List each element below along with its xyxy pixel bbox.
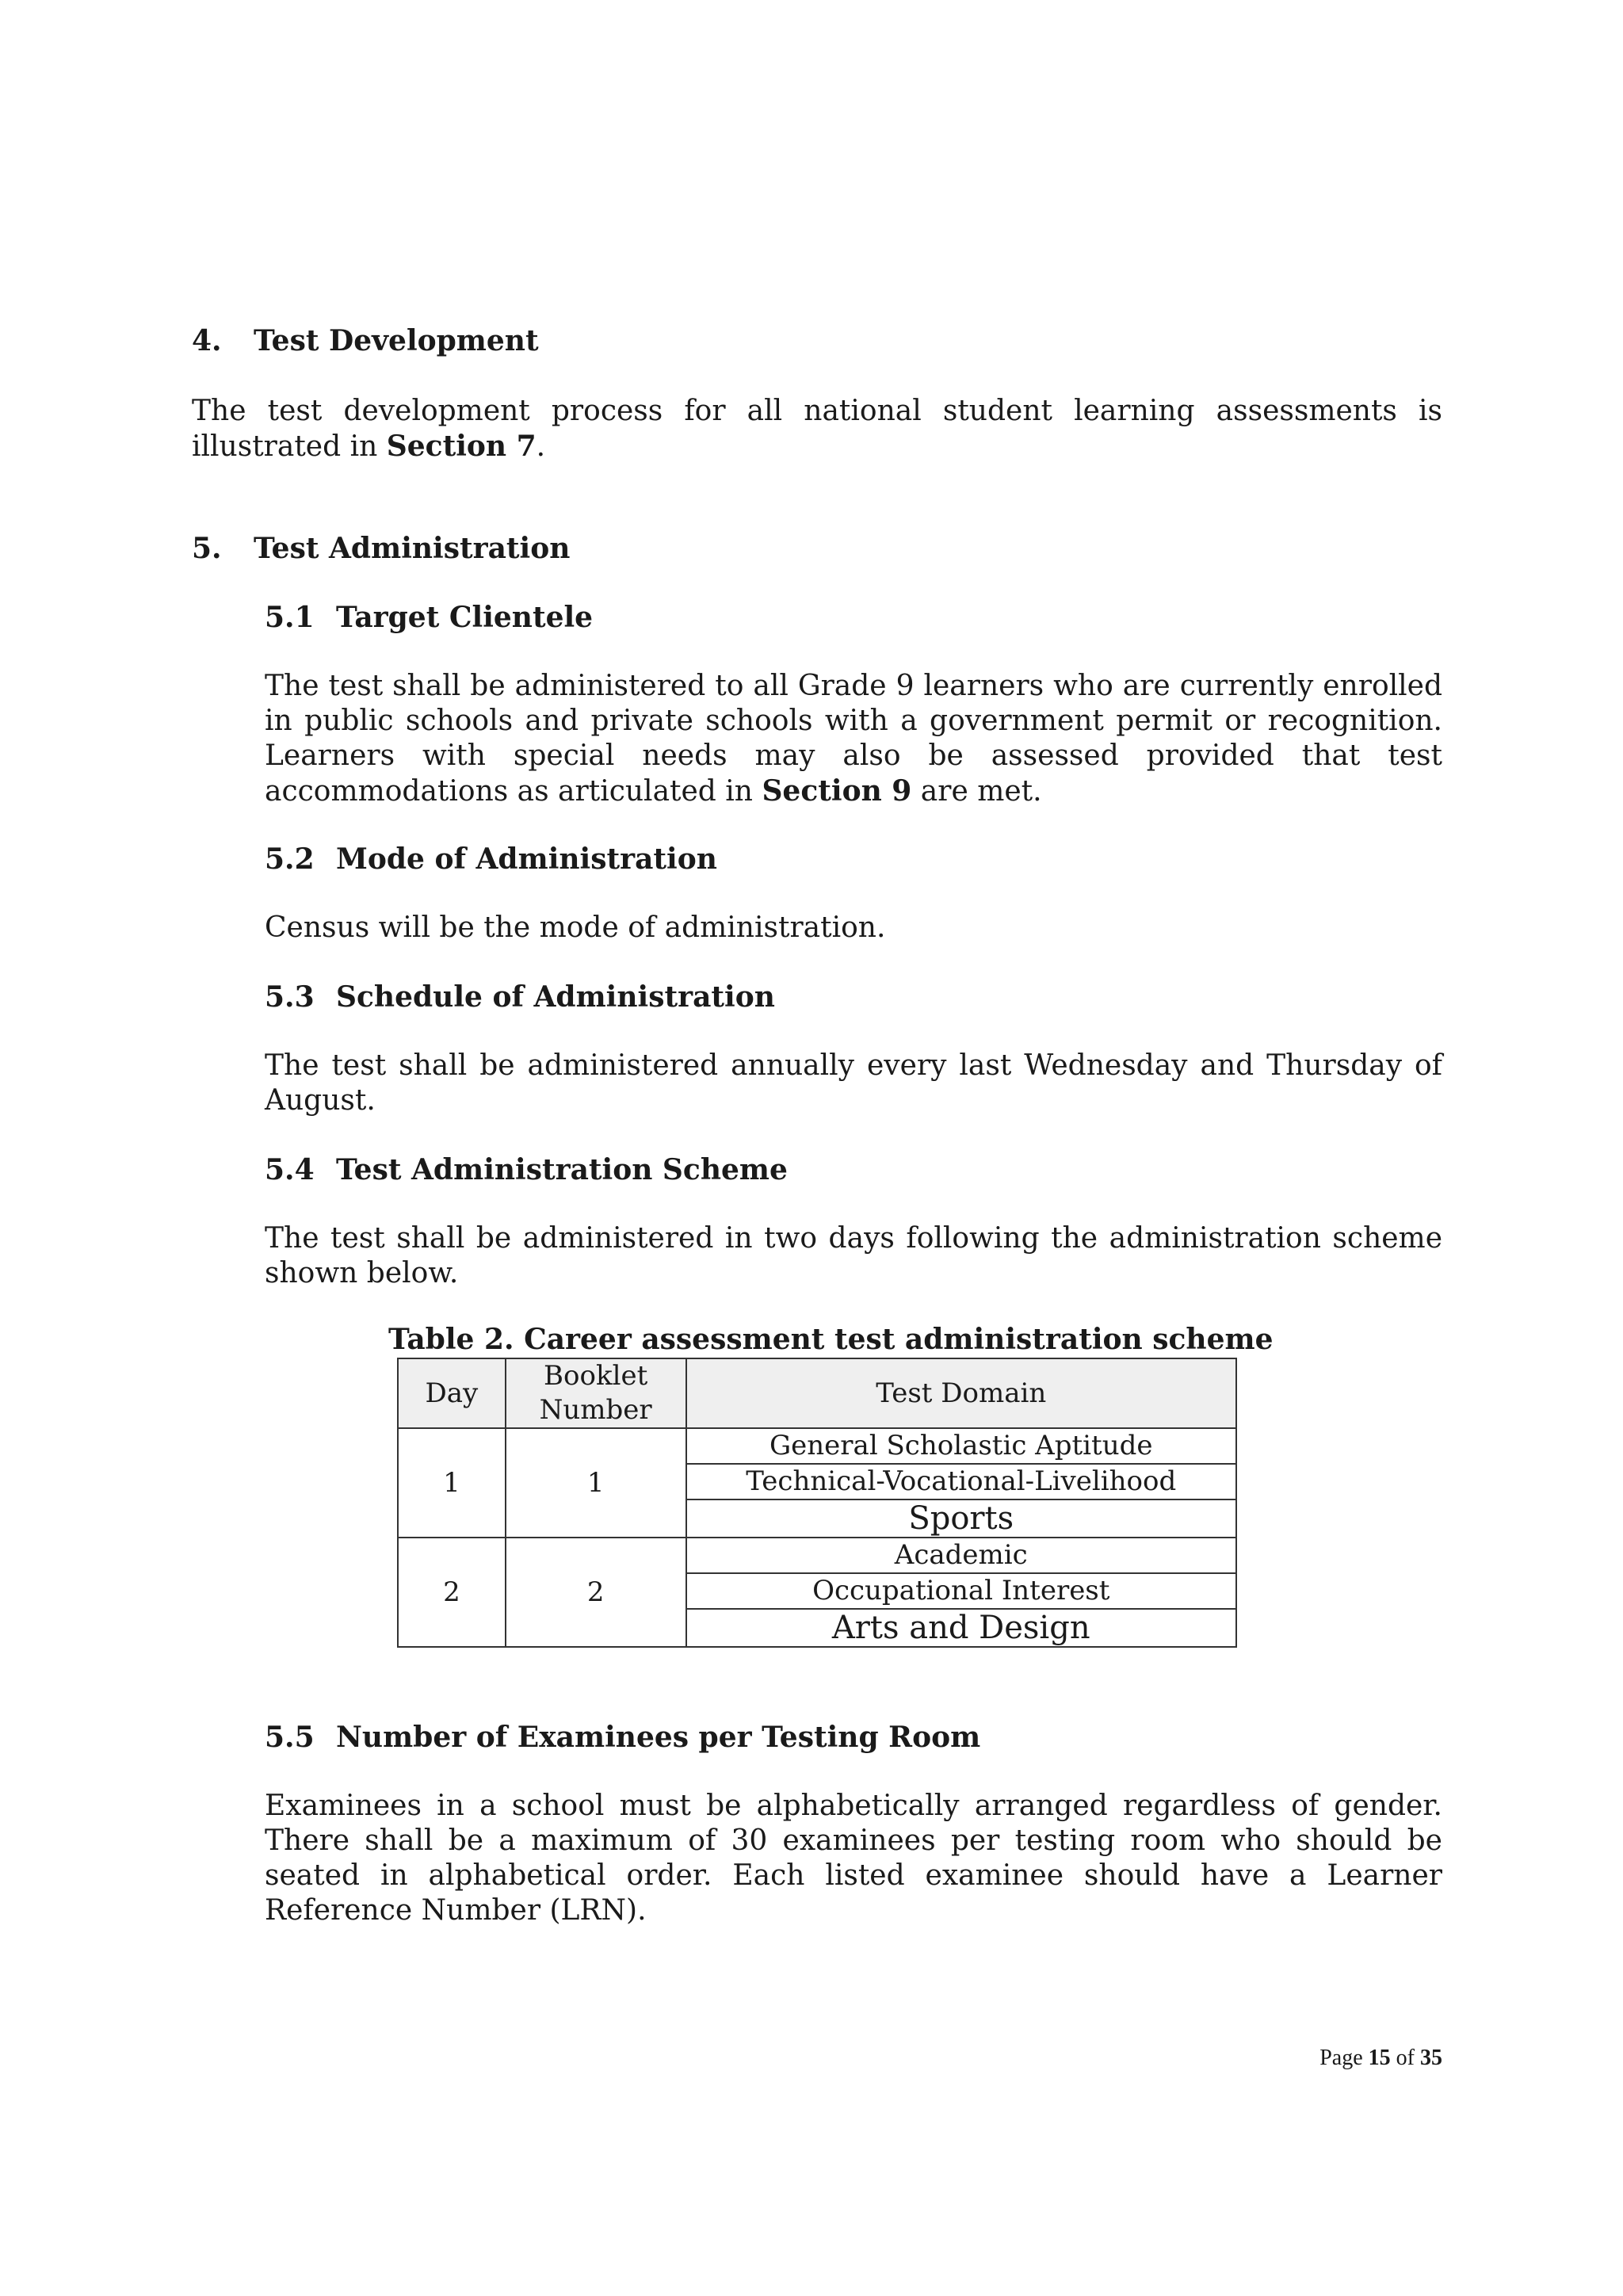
section-4-number: 4. (192, 324, 222, 357)
day-cell: 2 (398, 1538, 506, 1647)
section-4-reference: Section 7 (386, 430, 537, 463)
section-5-1-text-end: are met. (911, 775, 1042, 808)
section-5-1-paragraph (265, 669, 1442, 809)
footer-page-label: Page (1319, 2046, 1363, 2070)
section-5-2-paragraph: Census will be the mode of administration. (265, 911, 886, 944)
section-5-3-heading (265, 980, 1442, 1014)
section-5-5-title: Number of Examinees per Testing Room (336, 1721, 981, 1754)
section-5-1-number: 5.1 (265, 601, 315, 634)
section-4-title: Test Development (254, 324, 539, 357)
booklet-cell: 2 (506, 1538, 686, 1647)
header-day: Day (398, 1358, 506, 1428)
section-5-1-reference: Section 9 (762, 774, 912, 808)
table-row (398, 1538, 1236, 1573)
section-4-heading (192, 323, 1442, 358)
footer-page-total: 35 (1420, 2046, 1442, 2070)
section-5-1-text: The test shall be administered to all Grade 9 learners who are currently enrolled in public schools and private schools with a government permit or recognition. Learners with special needs may also be assessed provided that test accommodations as articulated in (265, 670, 1442, 808)
section-4-text-end: . (536, 430, 546, 463)
section-4-paragraph (192, 394, 1442, 464)
section-5-5-heading (265, 1720, 1442, 1755)
header-booklet-label: Booklet Number (539, 1360, 652, 1426)
domain-cell: Occupational Interest (686, 1573, 1236, 1609)
section-5-5-paragraph: Examinees in a school must be alphabetically arranged regardless of gender. There shall be a maximum of 30 examinees per testing room who should be seated in alphabetical order. Each listed examinee should have a Learner Reference Number (LRN). (265, 1790, 1442, 1927)
section-4-text: The test development process for all national student learning assessments is illustrated in (192, 395, 1442, 463)
section-5-3-number: 5.3 (265, 980, 315, 1014)
section-5-1-title: Target Clientele (336, 601, 594, 634)
booklet-cell: 1 (506, 1428, 686, 1538)
section-5-number: 5. (192, 532, 222, 565)
section-5-title: Test Administration (254, 532, 571, 565)
section-5-heading (192, 531, 1442, 566)
table-row (398, 1428, 1236, 1464)
section-5-1-heading (265, 600, 1442, 635)
domain-cell: Academic (686, 1538, 1236, 1573)
footer-of-label: of (1396, 2046, 1415, 2070)
section-5-2-number: 5.2 (265, 842, 315, 876)
section-5-4-number: 5.4 (265, 1153, 315, 1186)
section-5-2-title: Mode of Administration (336, 842, 717, 876)
domain-cell: Technical-Vocational-Livelihood (686, 1464, 1236, 1499)
section-5-3-title: Schedule of Administration (336, 980, 775, 1014)
section-5-4-heading (265, 1152, 1442, 1187)
domain-cell: General Scholastic Aptitude (686, 1428, 1236, 1464)
domain-cell: Arts and Design (686, 1609, 1236, 1647)
table-header-row (398, 1358, 1236, 1428)
section-5-5-number: 5.5 (265, 1721, 315, 1754)
section-5-3-paragraph: The test shall be administered annually every last Wednesday and Thursday of August. (265, 1049, 1442, 1117)
page-footer (1319, 2045, 1442, 2072)
section-5-2-heading (265, 842, 1442, 877)
header-booklet-number (506, 1358, 686, 1428)
footer-page-number: 15 (1368, 2046, 1391, 2070)
day-cell: 1 (398, 1428, 506, 1538)
administration-scheme-table (397, 1358, 1237, 1648)
section-5-4-title: Test Administration Scheme (336, 1153, 788, 1186)
domain-cell: Sports (686, 1499, 1236, 1538)
header-test-domain: Test Domain (686, 1358, 1236, 1428)
table-caption: Table 2. Career assessment test administration scheme (388, 1323, 1274, 1356)
section-5-4-paragraph: The test shall be administered in two days following the administration scheme shown below. (265, 1222, 1442, 1289)
